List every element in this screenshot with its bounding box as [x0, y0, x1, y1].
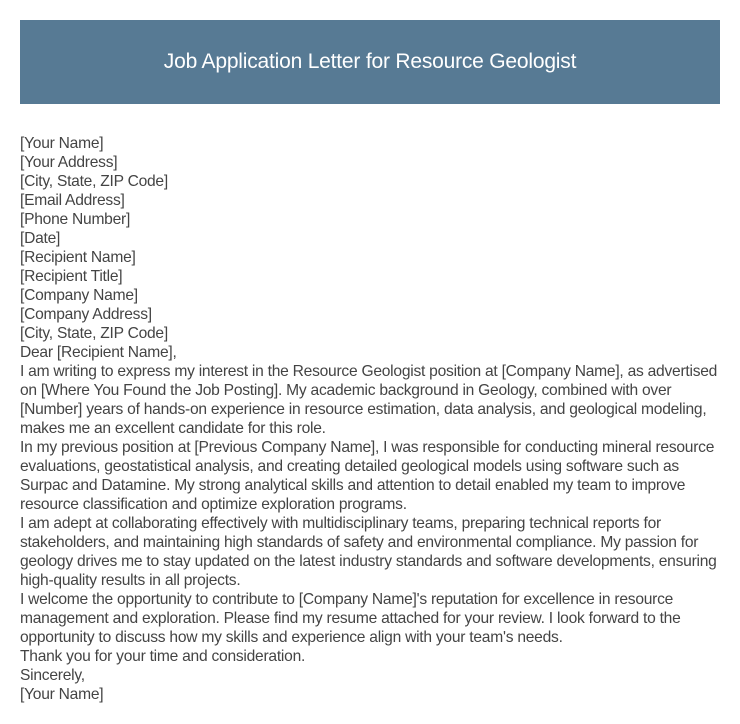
sender-address: [Your Address] [20, 154, 118, 171]
recipient-city-state-zip: [City, State, ZIP Code] [20, 325, 168, 342]
page-title: Job Application Letter for Resource Geologist [163, 50, 577, 73]
recipient-title: [Recipient Title] [20, 268, 123, 285]
recipient-company: [Company Name] [20, 287, 138, 304]
paragraph-experience: In my previous position at [Previous Company Name], I was responsible for conducting mineral resource evaluations, geostatistical analysis, and creating detailed geological models using software such as Surpac and Datamine. My strong analytical skills and attention to detail enabled my team to improve resource classification and optimize exploration programs. [20, 439, 715, 513]
sender-email: [Email Address] [20, 192, 125, 209]
paragraph-intro: I am writing to express my interest in the Resource Geologist position at [Company Name], as advertised on [Where You Found the Job Posting]. My academic background in Geology, combined with over [Number] years of hands-on experience in resource estimation, data analysis, and geological modeling, makes me an excellent candidate for this role. [20, 363, 718, 437]
salutation: Dear [Recipient Name], [20, 344, 177, 361]
paragraph-closing: I welcome the opportunity to contribute to [Company Name]'s reputation for excellence in resource management and exploration. Please find my resume attached for your review. I look forward to the opportunity to discuss how my skills and experience align with your team's needs. [20, 591, 681, 646]
sender-phone: [Phone Number] [20, 211, 131, 228]
recipient-name: [Recipient Name] [20, 249, 136, 266]
closing: Sincerely, [20, 667, 85, 684]
paragraph-thanks: Thank you for your time and consideration. [20, 648, 306, 665]
sender-name: [Your Name] [20, 135, 104, 152]
letter-date: [Date] [20, 230, 61, 247]
letter-body [20, 134, 725, 704]
recipient-address: [Company Address] [20, 306, 152, 323]
signature: [Your Name] [20, 686, 104, 703]
paragraph-skills: I am adept at collaborating effectively with multidisciplinary teams, preparing technical reports for stakeholders, and maintaining high standards of safety and environmental compliance. My passion for geology drives me to stay updated on the latest industry standards and software developments, ensuring high-quality results in all projects. [20, 515, 717, 589]
letter-title-banner [20, 20, 720, 104]
sender-city-state-zip: [City, State, ZIP Code] [20, 173, 168, 190]
